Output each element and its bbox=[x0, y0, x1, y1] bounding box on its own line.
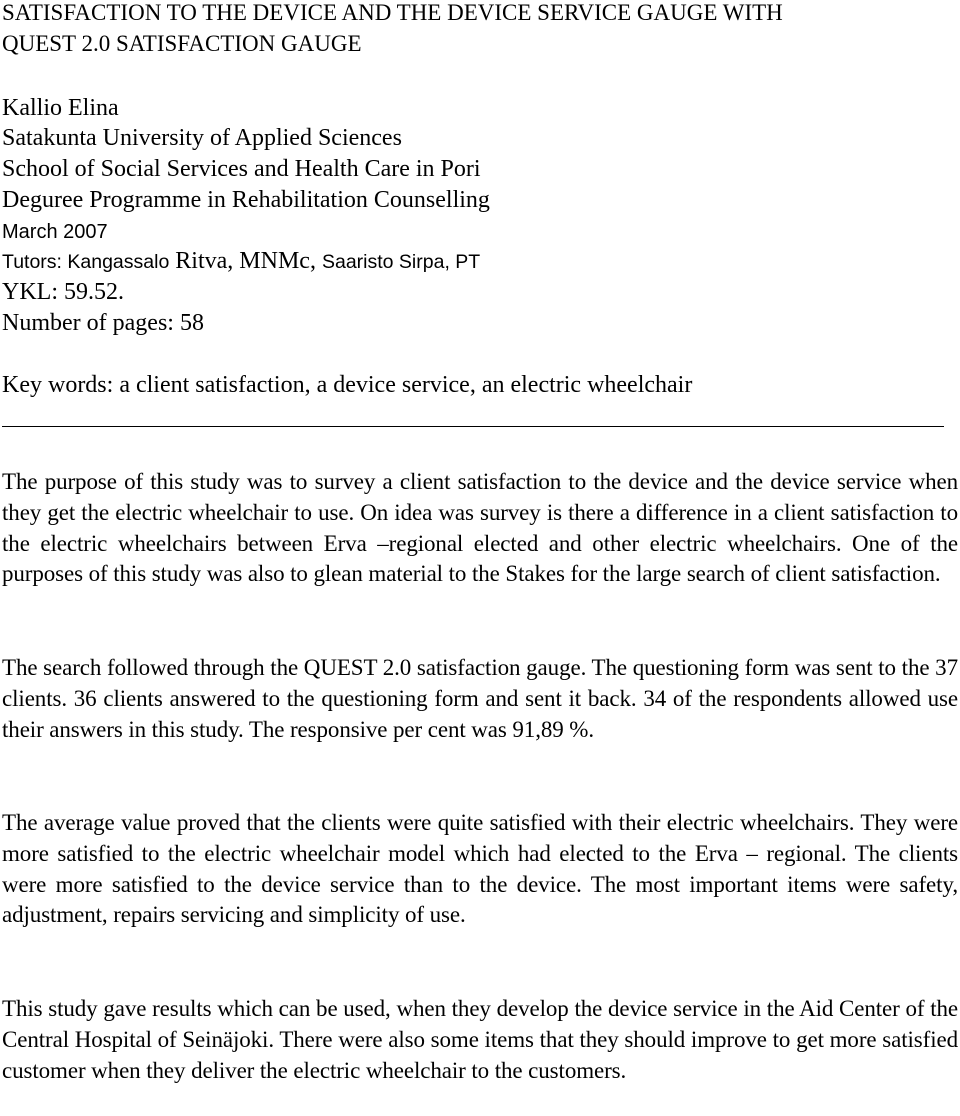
title-line-1: SATISFACTION TO THE DEVICE AND THE DEVICE SERVICE GAUGE WITH bbox=[2, 0, 783, 25]
abstract-paragraph-4: This study gave results which can be used, when they develop the device service in the Aid Center of the Central Hospital of Seinäjoki. There were also some items that they should improve to get more satisfied customer when they deliver the electric wheelchair to the customers. bbox=[2, 996, 958, 1083]
ykl-code: YKL: 59.52. bbox=[2, 279, 124, 305]
separator-line bbox=[2, 426, 944, 427]
author-name: Kallio Elina bbox=[2, 95, 119, 121]
document-title bbox=[2, 0, 954, 59]
tutors-name-2: Saaristo Sirpa, PT bbox=[321, 251, 481, 273]
abstract-paragraph-1: The purpose of this study was to survey a client satisfaction to the device and the device service when they get the electric wheelchair to use. On idea was survey is there a difference in a client satisfaction to the electric wheelchairs between Erva –regional elected and other electric wheelchairs. One of the purposes of this study was also to glean material to the Stakes for the large search of client satisfaction. bbox=[2, 469, 958, 587]
page-count: Number of pages: 58 bbox=[2, 310, 204, 336]
tutors-label: Tutors: Kangassalo bbox=[2, 251, 170, 273]
tutors-line bbox=[2, 245, 954, 278]
institution-name: Satakunta University of Applied Sciences bbox=[2, 125, 402, 151]
keywords: Key words: a client satisfaction, a device service, an electric wheelchair bbox=[2, 372, 693, 398]
title-line-2: QUEST 2.0 SATISFACTION GAUGE bbox=[2, 31, 362, 56]
abstract-paragraph-2: The search followed through the QUEST 2.0 satisfaction gauge. The questioning form was sent to the 37 clients. 36 clients answered to the questioning form and sent it back. 34 of the respondents allowed use their answers in this study. The responsive per cent was 91,89 %. bbox=[2, 655, 958, 742]
document-date: March 2007 bbox=[2, 221, 108, 243]
tutors-name-1: Ritva, MNMc, bbox=[169, 248, 322, 274]
school-name: School of Social Services and Health Care in Pori bbox=[2, 156, 481, 182]
programme-name: Deguree Programme in Rehabilitation Counselling bbox=[2, 187, 490, 213]
abstract-paragraph-3: The average value proved that the clients were quite satisfied with their electric wheelchairs. They were more satisfied to the electric wheelchair model which had elected to the Erva – regional. The clients were more satisfied to the device service than to the device. The most important items were safety, adjustment, repairs servicing and simplicity of use. bbox=[2, 810, 958, 928]
